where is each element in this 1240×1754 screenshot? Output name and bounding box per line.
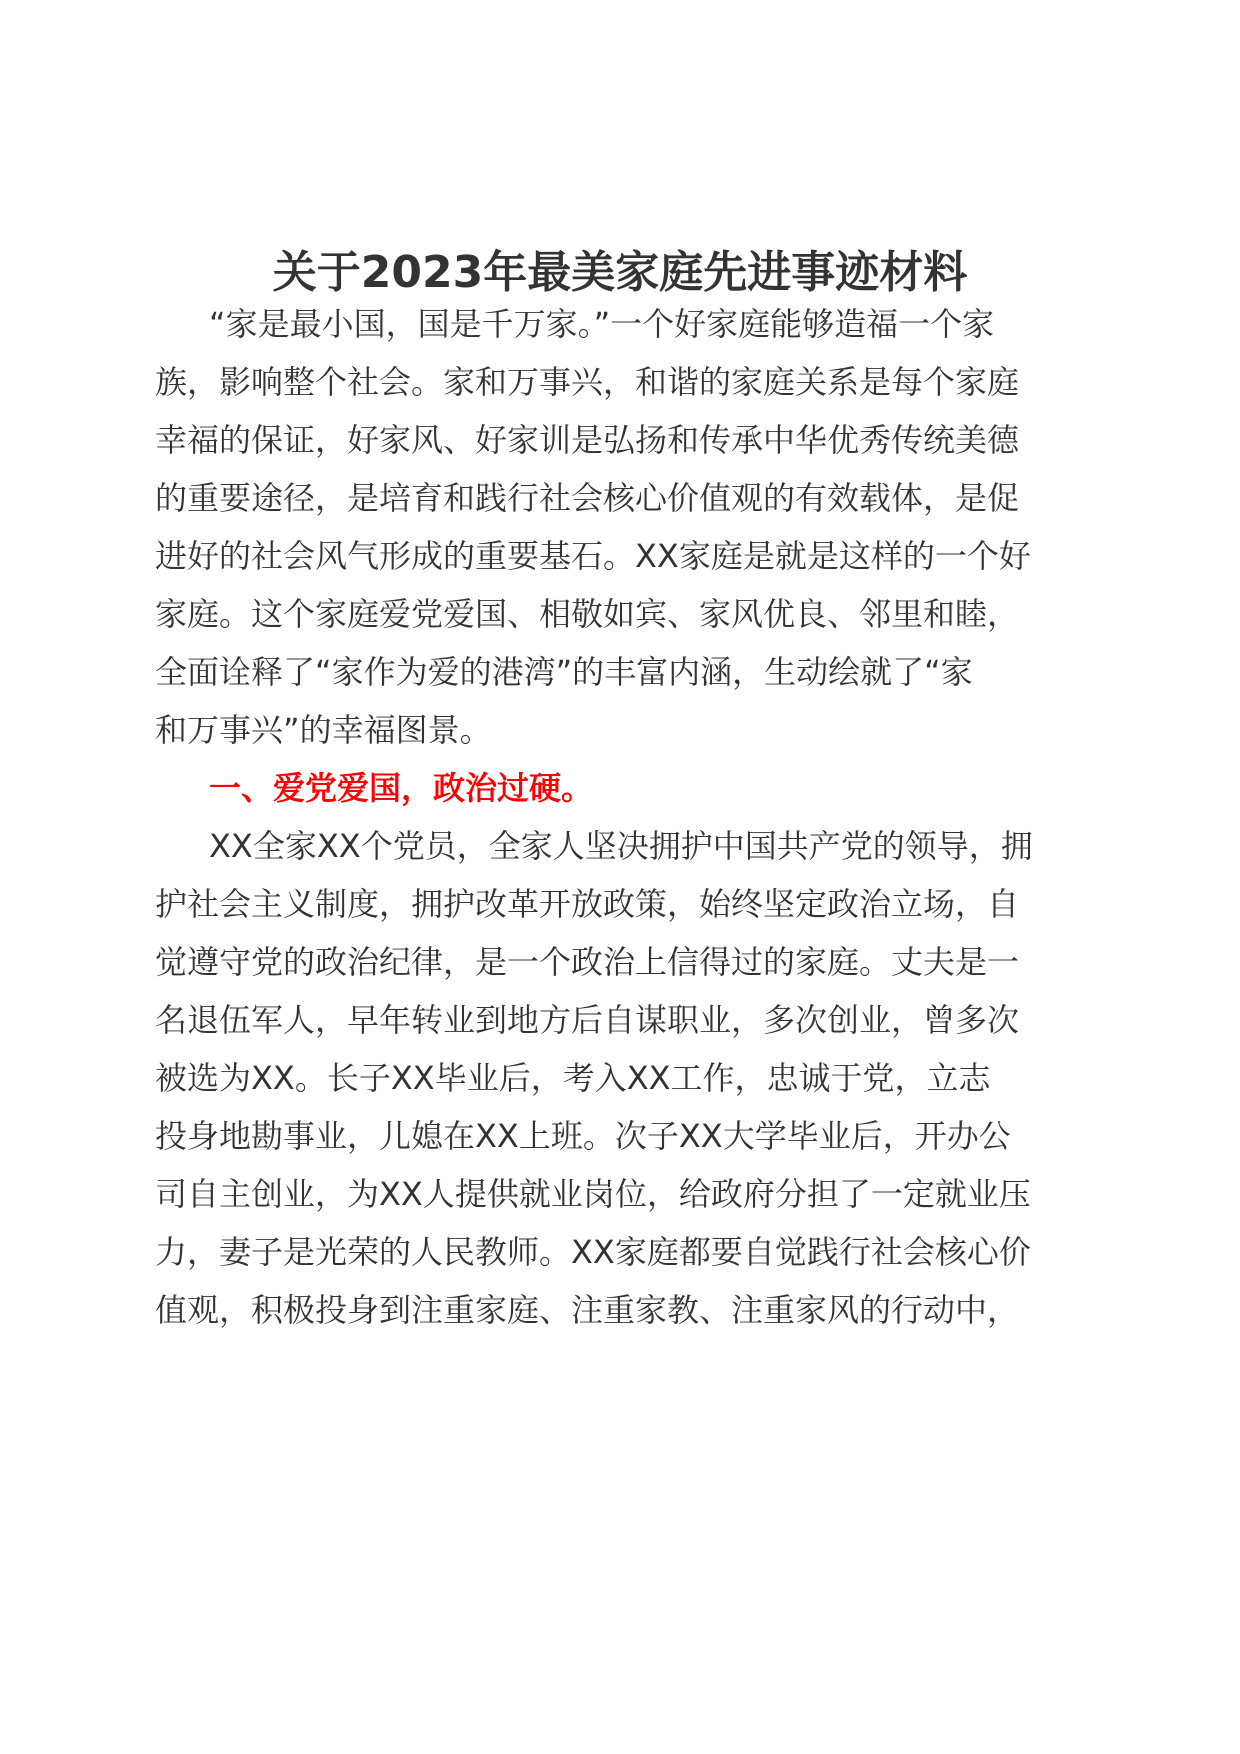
paragraph-1-line-8: 和万事兴”的幸福图景。 <box>155 711 492 749</box>
paragraph-1-line-5: 进好的社会风气形成的重要基石。XX家庭是就是这样的一个好 <box>155 537 1031 575</box>
paragraph-2-line-5: 被选为XX。长子XX毕业后，考入XX工作，忠诚于党，立志 <box>155 1059 991 1097</box>
paragraph-2-line-3: 觉遵守党的政治纪律，是一个政治上信得过的家庭。丈夫是一 <box>155 943 1020 981</box>
section-heading-1: 一、爱党爱国，政治过硬。 <box>209 769 594 807</box>
paragraph-2-line-2: 护社会主义制度，拥护改革开放政策，始终坚定政治立场，自 <box>155 885 1020 923</box>
paragraph-1-line-2: 族，影响整个社会。家和万事兴，和谐的家庭关系是每个家庭 <box>155 363 1020 401</box>
paragraph-1-line-6: 家庭。这个家庭爱党爱国、相敬如宾、家风优良、邻里和睦， <box>155 595 1020 633</box>
paragraph-2-line-7: 司自主创业，为XX人提供就业岗位，给政府分担了一定就业压 <box>155 1175 1031 1213</box>
paragraph-2-line-1: XX全家XX个党员，全家人坚决拥护中国共产党的领导，拥 <box>209 827 1033 865</box>
paragraph-2-line-8: 力，妻子是光荣的人民教师。XX家庭都要自觉践行社会核心价 <box>155 1233 1031 1271</box>
paragraph-2-line-6: 投身地勘事业，儿媳在XX上班。次子XX大学毕业后，开办公 <box>155 1117 1011 1155</box>
paragraph-1-line-3: 幸福的保证，好家风、好家训是弘扬和传承中华优秀传统美德 <box>155 421 1020 459</box>
paragraph-1-line-4: 的重要途径，是培育和践行社会核心价值观的有效载体，是促 <box>155 479 1020 517</box>
paragraph-1-line-7: 全面诠释了“家作为爱的港湾”的丰富内涵，生动绘就了“家 <box>155 653 973 691</box>
paragraph-2-line-4: 名退伍军人，早年转业到地方后自谋职业，多次创业，曾多次 <box>155 1001 1020 1039</box>
paragraph-1-line-1: “家是最小国，国是千万家。”一个好家庭能够造福一个家 <box>209 305 995 343</box>
document-title: 关于2023年最美家庭先进事迹材料 <box>272 247 968 298</box>
paragraph-2-line-9: 值观，积极投身到注重家庭、注重家教、注重家风的行动中， <box>155 1291 1020 1329</box>
